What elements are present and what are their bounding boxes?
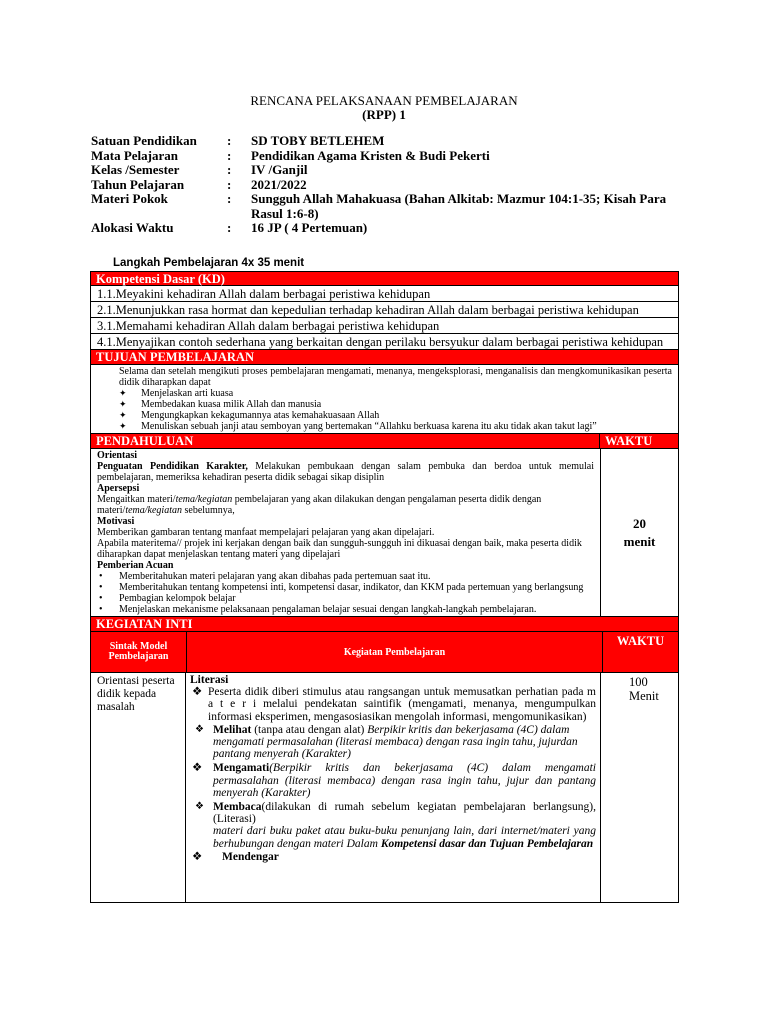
pendahuluan-waktu-header: WAKTU bbox=[600, 434, 679, 449]
mendengar-paragraph bbox=[190, 851, 596, 863]
inti-waktu-unit: Menit bbox=[629, 689, 659, 703]
info-key: Tahun Pelajaran bbox=[91, 176, 185, 192]
bullet-icon: • bbox=[99, 593, 103, 604]
apersepsi-text: pembelajaran yang akan dilakukan dengan pengalaman peserta didik dengan materi/ bbox=[97, 494, 542, 516]
apersepsi-text: Mengaitkan materi/ bbox=[97, 494, 176, 505]
tujuan-item-text: Membedakan kuasa milik Allah dan manusia bbox=[141, 399, 322, 410]
info-row bbox=[91, 192, 681, 221]
info-sep: : bbox=[227, 147, 232, 163]
tujuan-item-text: Menuliskan sebuah janji atau semboyan yang bertemakan “Allahku berkuasa karena itu aku tidak akan takut lagi” bbox=[141, 421, 597, 432]
tujuan-section bbox=[90, 365, 679, 434]
membaca-italic: materi dari buku paket atau buku-buku penunjang lain, dari internet/materi yang berhubungan dengan materi Dalam bbox=[213, 825, 596, 850]
inti-column-header bbox=[90, 632, 679, 673]
star-bullet-icon: ✦ bbox=[119, 421, 127, 431]
diamond-bullet-icon: ❖ bbox=[192, 850, 203, 863]
melihat-text: (tanpa atau dengan alat) bbox=[251, 723, 368, 736]
inti-waktu-num: 100 bbox=[629, 675, 648, 689]
acuan-item bbox=[97, 593, 594, 604]
apersepsi-italic: tema/kegiatan bbox=[125, 505, 182, 516]
inti-waktu-cell bbox=[601, 673, 678, 902]
kegiatan-column-header: Kegiatan Pembelajaran bbox=[187, 632, 603, 672]
pendahuluan-header: PENDAHULUAN bbox=[90, 434, 600, 449]
melihat-italic: Berpikir kritis dan bekerjasama (4C) dalam bbox=[367, 723, 570, 736]
penguatan-paragraph bbox=[97, 461, 594, 483]
acuan-item bbox=[97, 582, 594, 593]
mendengar-label: Mendengar bbox=[222, 850, 279, 863]
acuan-item-text: Pembagian kelompok belajar bbox=[119, 593, 236, 604]
info-value: 2021/2022 bbox=[251, 176, 307, 192]
melihat-italic-continued: mengamati permasalahan (literasi membaca) dengan rasa ingin tahu, jujurdan pantang menyerah (Karakter) bbox=[213, 736, 578, 761]
info-sep: : bbox=[227, 220, 232, 235]
sintak-cell: Orientasi peserta didik kepada masalah bbox=[91, 673, 186, 902]
info-value: Pendidikan Agama Kristen & Budi Pekerti bbox=[251, 147, 490, 163]
mengamati-paragraph bbox=[190, 762, 596, 799]
document-title: RENCANA PELAKSANAAN PEMBELAJARAN bbox=[250, 93, 518, 108]
membaca-continued bbox=[190, 825, 596, 849]
info-row bbox=[91, 163, 681, 178]
bullet-icon: • bbox=[99, 582, 103, 593]
kd-item: 4.1.Menyajikan contoh sederhana yang berkaitan dengan perilaku bersyukur dalam berbagai peristiwa kehidupan bbox=[90, 334, 679, 350]
orientasi-label: Orientasi bbox=[97, 450, 137, 461]
kegiatan-cell bbox=[186, 673, 601, 902]
info-value: 16 JP ( 4 Pertemuan) bbox=[251, 220, 368, 235]
acuan-item-text: Memberitahukan tentang kompetensi inti, kompetensi dasar, indikator, dan KKM pada pertemuan yang berlangsung bbox=[119, 582, 584, 593]
melihat-label: Melihat bbox=[213, 723, 252, 736]
literasi-text: melalui pendekatan saintifik (mengamati, menanya, mengumpulkan informasi eksperimen, mengasosiasikan mengolah informasi, mengomunikasikan) bbox=[208, 698, 596, 723]
kd-item: 2.1.Menunjukkan rasa hormat dan kepedulian terhadap kehadiran Allah dalam berbagai peristiwa kehidupan bbox=[90, 302, 679, 318]
literasi-text: Peserta didik diberi stimulus atau rangsangan untuk memusatkan perhatian pada bbox=[208, 686, 588, 699]
acuan-item-text: Memberitahukan materi pelajaran yang akan dibahas pada pertemuan saat itu. bbox=[119, 571, 431, 582]
apersepsi-label: Apersepsi bbox=[97, 483, 140, 494]
apersepsi-paragraph bbox=[97, 494, 594, 516]
info-sep: : bbox=[227, 133, 232, 148]
inti-row bbox=[90, 673, 679, 903]
star-bullet-icon: ✦ bbox=[119, 410, 127, 420]
rpp-table bbox=[90, 271, 679, 903]
star-bullet-icon: ✦ bbox=[119, 399, 127, 409]
tujuan-header: TUJUAN PEMBELAJARAN bbox=[90, 350, 679, 365]
kd-item: 3.1.Memahami kehadiran Allah dalam berbagai peristiwa kehidupan bbox=[90, 318, 679, 334]
apersepsi-italic: tema/kegiatan bbox=[175, 494, 233, 505]
info-row bbox=[91, 134, 681, 149]
pendahuluan-waktu-num: 20 bbox=[633, 515, 646, 531]
materi-text: m a t e r i bbox=[208, 686, 596, 711]
tujuan-item bbox=[119, 388, 672, 399]
membaca-text: (dilakukan di rumah sebelum kegiatan pembelajaran berlangsung), (Literasi) bbox=[213, 801, 596, 826]
tujuan-item-text: Mengungkapkan kekagumannya atas kemahakuasaan Allah bbox=[141, 410, 380, 421]
membaca-bold-italic: Kompetensi dasar dan Tujuan Pembelajaran bbox=[380, 837, 594, 850]
acuan-item bbox=[97, 571, 594, 582]
tujuan-intro: Selama dan setelah mengikuti proses pembelajaran mengamati, menanya, mengeksplorasi, menganalisis dan mengkomunikasikan peserta didik diharapkan dapat bbox=[119, 366, 672, 388]
info-row bbox=[91, 221, 681, 236]
info-key: Alokasi Waktu bbox=[91, 220, 174, 235]
penguatan-text: Melakukan pembukaan dengan salam pembuka dan berdoa untuk memulai pembelajaran, memeriksa kehadiran peserta didik sebagai sikap disiplin bbox=[97, 461, 594, 483]
info-table bbox=[91, 134, 681, 236]
pendahuluan-waktu-unit: menit bbox=[623, 533, 656, 549]
sintak-column-header: Sintak Model Pembelajaran bbox=[91, 632, 187, 672]
waktu-column-header: WAKTU bbox=[616, 634, 665, 648]
bullet-icon: • bbox=[99, 604, 103, 615]
acuan-item bbox=[97, 604, 594, 615]
pendahuluan-header-row bbox=[90, 434, 679, 449]
kd-item: 1.1.Meyakini kehadiran Allah dalam berbagai peristiwa kehidupan bbox=[90, 286, 679, 302]
tujuan-item-text: Menjelaskan arti kuasa bbox=[141, 388, 234, 399]
motivasi-text: Apabila materitema// projek ini kerjakan dengan baik dan sungguh-sungguh ini dikuasai dengan baik, maka peserta didik diharapkan dapat menjelaskan tentang materi yang dipelajari bbox=[97, 538, 582, 560]
tujuan-list bbox=[119, 388, 672, 432]
motivasi-text: Memberikan gambaran tentang manfaat mempelajari pelajaran yang akan dipelajari. bbox=[97, 527, 435, 538]
acuan-list bbox=[97, 571, 594, 615]
pendahuluan-content bbox=[91, 449, 601, 616]
document-subtitle: (RPP) 1 bbox=[362, 107, 406, 122]
info-value: SD TOBY BETLEHEM bbox=[251, 133, 385, 148]
info-sep: : bbox=[227, 191, 232, 206]
bullet-icon: • bbox=[99, 571, 103, 582]
info-key: Mata Pelajaran bbox=[91, 147, 179, 163]
tujuan-item bbox=[119, 421, 672, 432]
mengamati-label: Mengamati bbox=[213, 762, 270, 775]
info-row bbox=[91, 149, 681, 164]
pendahuluan-waktu bbox=[601, 449, 678, 616]
membaca-paragraph bbox=[190, 801, 596, 825]
info-key: Kelas /Semester bbox=[91, 162, 180, 177]
info-sep: : bbox=[227, 162, 232, 177]
info-key: Materi Pokok bbox=[91, 191, 168, 206]
mengamati-italic: (Berpikir kritis dan bekerjasama (4C) dalam mengamati permasalahan (literasi membaca) dengan rasa ingin tahu, jujur dan pantang menyerah (Karakter) bbox=[213, 762, 596, 799]
inti-header: KEGIATAN INTI bbox=[90, 617, 679, 632]
diamond-outline-bullet-icon: ❖ bbox=[195, 801, 204, 813]
melihat-paragraph bbox=[190, 724, 596, 736]
pendahuluan-section bbox=[90, 449, 679, 617]
penguatan-label: Penguatan Pendidikan Karakter, bbox=[97, 461, 248, 472]
info-value: IV /Ganjil bbox=[251, 162, 308, 177]
tujuan-item bbox=[119, 399, 672, 410]
membaca-label: Membaca bbox=[213, 801, 262, 814]
literasi-label: Literasi bbox=[190, 674, 229, 686]
info-sep: : bbox=[227, 176, 232, 192]
diamond-bullet-icon: ❖ bbox=[192, 762, 203, 775]
motivasi-label: Motivasi bbox=[97, 516, 135, 527]
diamond-outline-bullet-icon: ❖ bbox=[195, 723, 204, 735]
acuan-label: Pemberian Acuan bbox=[97, 560, 174, 571]
apersepsi-text: sebelumnya, bbox=[181, 505, 235, 516]
diamond-bullet-icon: ❖ bbox=[192, 686, 203, 699]
literasi-paragraph bbox=[190, 686, 596, 723]
info-key: Satuan Pendidikan bbox=[91, 133, 197, 148]
acuan-item-text: Menjelaskan mekanisme pelaksanaan pengalaman belajar sesuai dengan langkah-langkah pembelajaran. bbox=[119, 604, 537, 615]
star-bullet-icon: ✦ bbox=[119, 388, 127, 398]
info-row bbox=[91, 178, 681, 193]
langkah-heading: Langkah Pembelajaran 4x 35 menit bbox=[113, 257, 305, 269]
info-value: Sungguh Allah Mahakuasa (Bahan Alkitab: Mazmur 104:1-35; Kisah Para Rasul 1:6-8) bbox=[251, 191, 667, 221]
tujuan-item bbox=[119, 410, 672, 421]
kd-header: Kompetensi Dasar (KD) bbox=[90, 271, 679, 286]
